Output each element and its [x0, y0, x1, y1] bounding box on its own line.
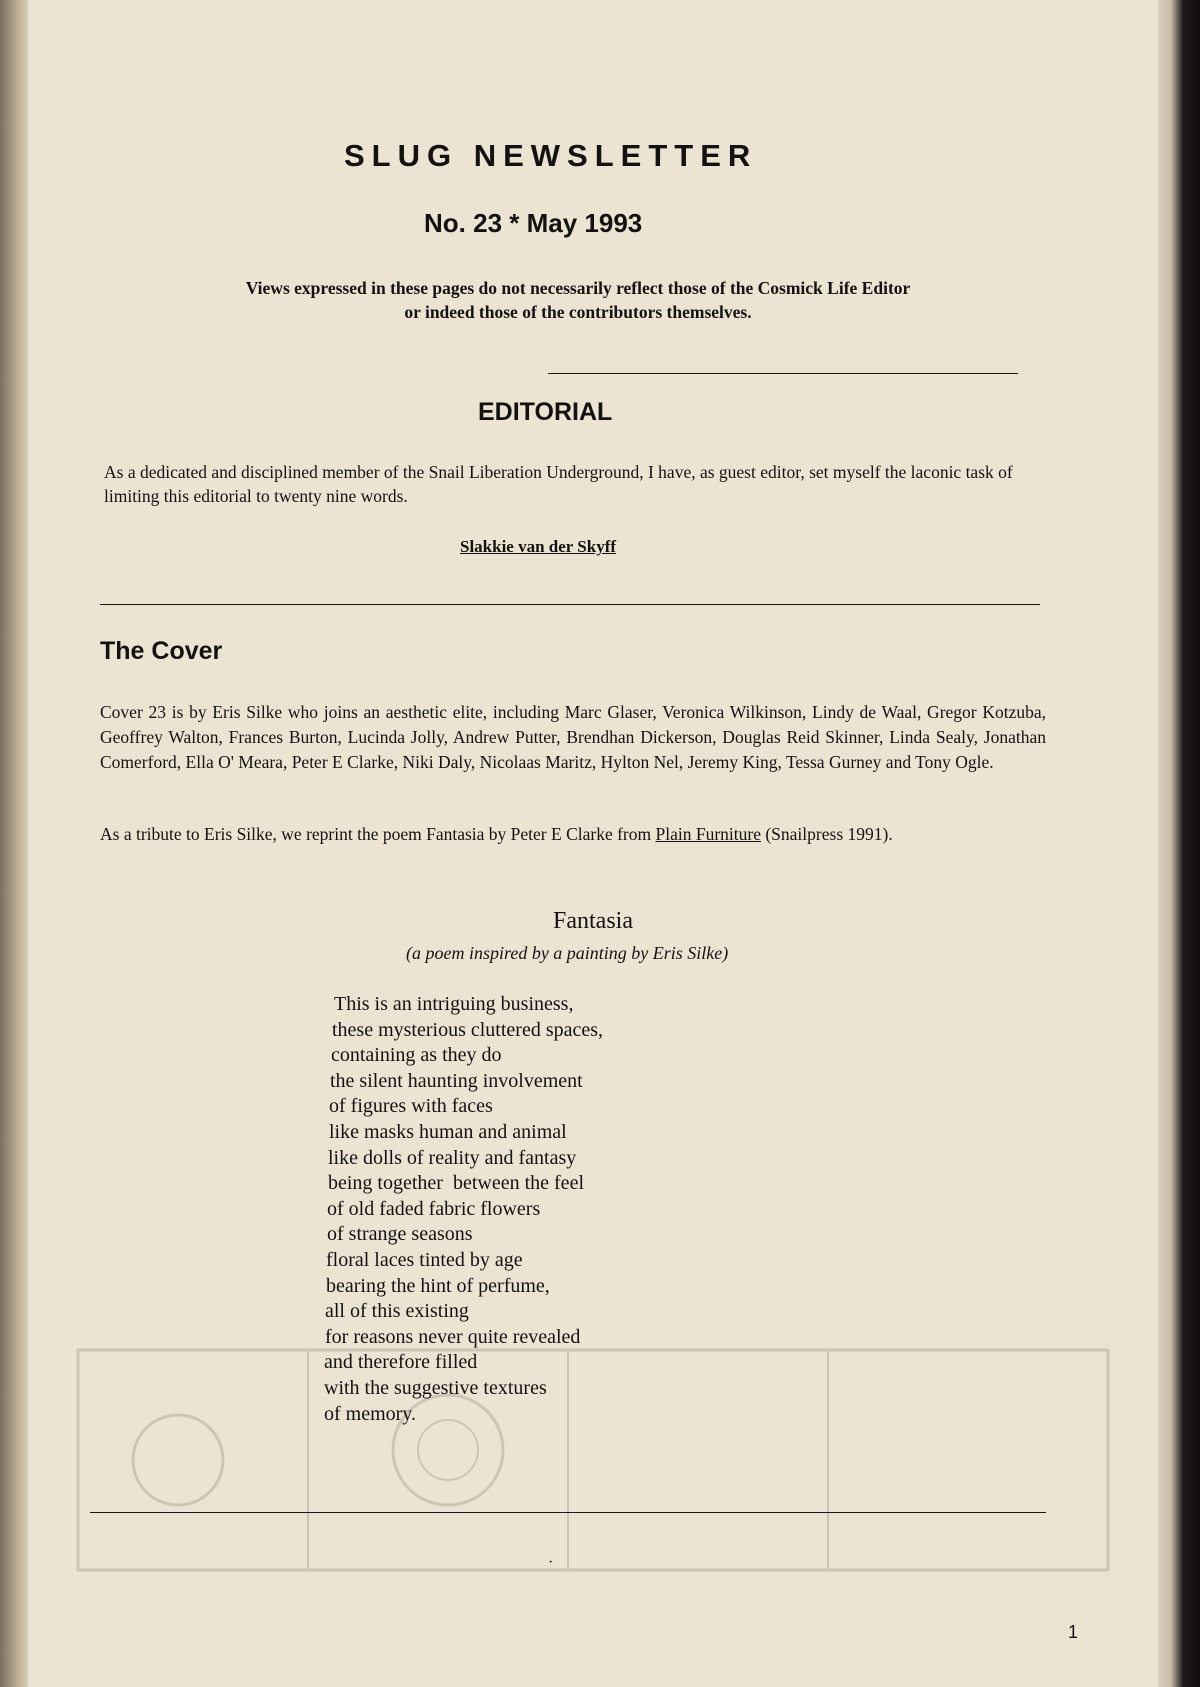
tribute-suffix: (Snailpress 1991). [760, 824, 893, 844]
poem-line: of figures with faces [329, 1095, 493, 1118]
book-spine [0, 0, 28, 1687]
poem-line: of old faded fabric flowers [327, 1197, 541, 1220]
page-edge [1158, 0, 1200, 1687]
disclaimer [148, 276, 1008, 324]
poem-line: like dolls of reality and fantasy [328, 1146, 577, 1169]
poem-line: and therefore filled [324, 1351, 478, 1374]
ornament-dot: · [548, 1554, 554, 1571]
poem-line: bearing the hint of perfume, [326, 1274, 550, 1297]
poem-line: like masks human and animal [329, 1120, 567, 1143]
poem-line: being together between the feel [328, 1172, 584, 1195]
poem-line: all of this existing [325, 1300, 469, 1323]
tribute-book-title: Plain Furniture [655, 824, 761, 844]
divider-rule-2 [100, 604, 1040, 605]
poem-title: Fantasia [553, 908, 633, 934]
page-number: 1 [1068, 1622, 1079, 1642]
disclaimer-line-1: Views expressed in these pages do not necessarily reflect those of the Cosmick Life Editor [245, 278, 911, 298]
editorial-body: As a dedicated and disciplined member of the Snail Liberation Underground, I have, as guest editor, set myself the laconic task of limiting this editorial to twenty nine words. [104, 462, 1013, 506]
divider-rule-1 [548, 373, 1018, 374]
newsletter-page [28, 0, 1158, 1687]
cover-heading: The Cover [100, 637, 223, 665]
tribute-paragraph [100, 822, 1046, 846]
editorial-signature: Slakkie van der Skyff [460, 537, 617, 556]
poem-line: for reasons never quite revealed [325, 1325, 581, 1348]
newsletter-masthead: SLUG NEWSLETTER [344, 138, 758, 173]
poem-line: containing as they do [331, 1044, 502, 1067]
poem-body [324, 992, 784, 1427]
poem-line: the silent haunting involvement [330, 1069, 583, 1092]
poem-line: with the suggestive textures [324, 1376, 547, 1399]
poem-line: of strange seasons [327, 1223, 473, 1246]
poem-line: these mysterious cluttered spaces, [332, 1018, 604, 1041]
issue-number: No. 23 * May 1993 [424, 208, 643, 238]
poem-subtitle: (a poem inspired by a painting by Eris Silke) [406, 943, 729, 963]
divider-rule-3 [90, 1512, 1046, 1513]
poem-line: floral laces tinted by age [326, 1248, 523, 1271]
poem-line: of memory. [324, 1402, 417, 1425]
cover-body: Cover 23 is by Eris Silke who joins an aesthetic elite, including Marc Glaser, Veronica Wilkinson, Lindy de Waal, Gregor Kotzuba, Geoffrey Walton, Frances Burton, Lucinda Jolly, Andrew Putter, Brendhan Dickerson, Douglas Reid Skinner, Linda Sealy, Jonathan Comerford, Ella O' Meara, Peter E Clarke, Niki Daly, Nicolaas Maritz, Hylton Nel, Jeremy King, Tessa Gurney and Tony Ogle. [100, 702, 1046, 772]
editorial-heading: EDITORIAL [478, 398, 613, 426]
poem-line: This is an intriguing business, [334, 993, 574, 1015]
disclaimer-line-2: or indeed those of the contributors themselves. [404, 302, 752, 322]
tribute-prefix: As a tribute to Eris Silke, we reprint the poem Fantasia by Peter E Clarke from [100, 824, 656, 844]
